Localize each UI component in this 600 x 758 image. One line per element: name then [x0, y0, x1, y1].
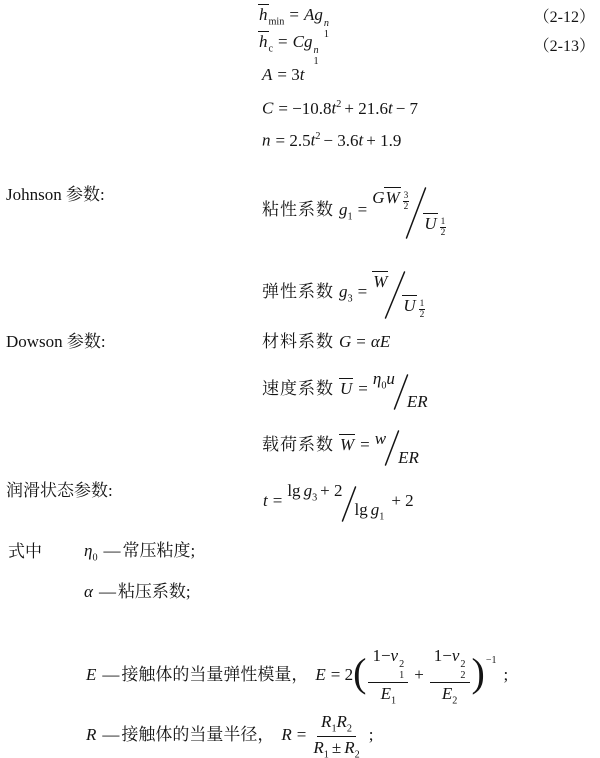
fraction-numerator	[372, 271, 388, 293]
slash-fraction	[372, 270, 425, 320]
math-token: u	[386, 369, 395, 389]
math-token: 2	[452, 695, 458, 707]
label-load-coefficient: 载荷系数	[262, 434, 334, 454]
math-token: 1	[419, 298, 425, 309]
math-token: 1	[379, 511, 385, 523]
math-token: t	[387, 98, 393, 118]
math-token: =	[357, 281, 368, 301]
fraction-numerator	[430, 646, 470, 683]
formula-load-coefficient	[262, 427, 419, 465]
math-token: 1	[440, 216, 446, 227]
math-token: 1	[323, 29, 329, 41]
label-viscosity-coefficient: 粘性系数	[262, 199, 334, 219]
label-material-coefficient: 材料系数	[262, 332, 334, 351]
math-token: G	[339, 332, 352, 351]
math-token: = 3	[277, 65, 300, 84]
math-token: 2	[460, 658, 466, 670]
math-token: =	[358, 378, 368, 398]
math-token: 1	[331, 723, 337, 735]
math-token: η	[372, 369, 382, 389]
slash-fraction	[372, 186, 446, 240]
math-token: g	[370, 500, 380, 520]
math-token: E	[380, 684, 391, 704]
math-token: E	[86, 664, 97, 684]
math-token: 2	[346, 723, 353, 735]
math-token: A	[303, 5, 315, 24]
definition-text: 接触体的当量半径，	[121, 724, 275, 744]
math-token: g	[314, 5, 323, 24]
formula-material-coefficient	[262, 331, 390, 353]
math-token: 0	[92, 552, 98, 564]
formula-speed-coefficient	[262, 371, 428, 409]
label-dowson-parameters	[6, 331, 106, 353]
math-token: −1	[485, 654, 497, 666]
math-token: C	[262, 98, 274, 118]
math-token: g	[339, 199, 348, 219]
slash-fraction	[375, 429, 419, 467]
math-token: 1	[399, 670, 405, 682]
math-token: 3	[347, 293, 353, 305]
sup-sub-stack	[313, 45, 318, 68]
formula-viscosity-coefficient	[262, 184, 446, 238]
math-token: R	[281, 724, 292, 744]
math-token: 2	[460, 670, 466, 682]
equation-number-2-13: （2-13）	[533, 38, 595, 55]
equation-A	[262, 64, 304, 86]
math-token: 1	[313, 56, 319, 68]
math-token: α	[370, 332, 380, 351]
math-token: t	[310, 130, 316, 150]
math-token: g	[303, 481, 313, 501]
math-token: t	[331, 98, 337, 118]
math-token: 2	[440, 228, 446, 239]
label-text: Johnson 参数:	[6, 185, 105, 204]
math-token: lg	[354, 500, 368, 520]
label-text: 式中	[8, 542, 42, 561]
fraction-denominator	[402, 295, 425, 321]
fraction-numerator	[287, 480, 342, 509]
definition-dash: —	[98, 582, 116, 601]
math-token: + 21.6	[344, 98, 388, 118]
formula-elasticity-coefficient	[262, 268, 425, 321]
fraction-denominator	[381, 683, 396, 707]
stacked-fraction	[430, 646, 470, 708]
definition-R	[86, 711, 373, 758]
equation-n	[262, 126, 401, 152]
equation-number-2-12: （2-12）	[533, 9, 595, 26]
equation-hc	[258, 31, 319, 67]
big-paren-close: )	[471, 649, 485, 695]
math-token: 1	[323, 749, 329, 758]
math-token: C	[292, 32, 304, 51]
math-token: 0	[381, 380, 387, 392]
math-token: ν	[451, 646, 460, 665]
definition-alpha	[84, 581, 191, 603]
math-token: t	[263, 490, 268, 510]
math-token: n	[262, 130, 271, 150]
math-token: n	[313, 44, 319, 56]
math-token: E	[441, 684, 453, 704]
definition-text: 粘压系数;	[117, 582, 191, 601]
definition-dash: —	[102, 724, 120, 744]
math-token: E	[315, 664, 326, 684]
math-token: R	[336, 712, 347, 731]
math-token: A	[262, 65, 273, 84]
definition-dash: —	[102, 664, 120, 684]
label-lubrication-state-parameter	[6, 480, 113, 502]
math-token: ;	[503, 664, 509, 684]
math-token: − 3.6	[323, 130, 359, 150]
exponent-fraction	[440, 217, 447, 239]
math-token: = −10.8	[278, 98, 332, 118]
math-token: 2	[315, 131, 321, 142]
definition-E	[86, 645, 508, 707]
math-token: 1−	[433, 646, 452, 665]
definition-text: 接触体的当量弹性模量，	[121, 664, 309, 684]
big-paren-open: (	[353, 649, 367, 695]
math-token: U	[340, 378, 353, 398]
math-token: 2	[336, 99, 342, 110]
math-token: ;	[368, 724, 374, 744]
definition-eta	[84, 540, 195, 569]
stacked-fraction	[368, 646, 408, 708]
math-token: = 2	[330, 664, 354, 684]
math-token: 3	[312, 492, 318, 504]
math-token: g	[303, 32, 313, 51]
fraction-numerator: w	[374, 429, 387, 448]
exponent-fraction	[419, 299, 426, 321]
math-token: c	[268, 43, 274, 55]
math-token: E	[379, 332, 391, 351]
definition-text: 常压粘度;	[122, 541, 196, 560]
exponent-fraction	[403, 191, 410, 213]
label-johnson-parameters	[6, 184, 105, 206]
stacked-fraction	[313, 712, 359, 758]
label-speed-coefficient: 速度系数	[262, 378, 334, 398]
math-token: R	[313, 738, 324, 758]
definition-dash: —	[103, 541, 121, 560]
math-token: α	[84, 582, 93, 601]
math-token: t	[299, 65, 305, 84]
fraction-denominator: ER	[398, 448, 419, 467]
math-token: U	[403, 296, 416, 316]
math-token: U	[424, 214, 437, 234]
math-token: =	[296, 724, 307, 744]
sup-sub-stack	[324, 18, 329, 41]
math-token: g	[339, 281, 348, 301]
math-token: W	[373, 272, 388, 291]
equation-C	[262, 94, 418, 120]
fraction-denominator	[442, 683, 457, 707]
label-text: Dowson 参数:	[6, 332, 106, 351]
math-token: R	[86, 724, 97, 744]
label-where	[8, 541, 42, 563]
math-token: n	[323, 17, 329, 29]
math-token: R	[321, 712, 332, 731]
math-token: 2	[403, 202, 409, 213]
math-token: η	[84, 541, 93, 560]
math-token: G	[372, 188, 385, 208]
math-token: =	[360, 434, 370, 454]
math-token: t	[358, 130, 364, 150]
math-token: W	[385, 188, 400, 208]
sup-sub-stack	[460, 659, 465, 682]
math-token: =	[356, 332, 366, 351]
math-token: ±	[331, 738, 342, 758]
math-token: =	[272, 490, 283, 510]
math-token: =	[278, 32, 288, 51]
fraction-denominator	[423, 213, 446, 239]
math-token: + 2	[391, 490, 414, 510]
slash-fraction	[287, 481, 385, 523]
fraction-numerator	[373, 368, 395, 397]
formula-t-parameter	[263, 483, 414, 521]
math-token: = 2.5	[275, 130, 311, 150]
math-token: 2	[419, 310, 425, 321]
label-text: 润滑状态参数:	[6, 481, 113, 500]
math-token: min	[268, 16, 285, 28]
math-token: 1	[347, 211, 353, 223]
math-token: W	[340, 434, 355, 454]
fraction-numerator	[317, 712, 356, 737]
fraction-denominator: ER	[406, 392, 428, 411]
math-token: 1	[390, 695, 397, 707]
math-token: + 1.9	[366, 130, 402, 150]
label-elasticity-coefficient: 弹性系数	[262, 281, 334, 301]
fraction-denominator	[355, 499, 385, 528]
slash-fraction	[372, 369, 428, 411]
math-token: lg	[287, 481, 301, 501]
sup-sub-stack	[399, 659, 404, 682]
math-token: − 7	[395, 98, 419, 118]
math-token: R	[344, 738, 355, 758]
math-token: h	[259, 5, 268, 24]
math-token: 2	[354, 749, 360, 758]
math-token: + 2	[320, 481, 343, 501]
math-token: +	[414, 664, 424, 684]
fraction-denominator	[313, 737, 359, 758]
math-token: =	[289, 5, 299, 24]
math-token: ν	[390, 646, 399, 665]
fraction-numerator	[368, 646, 408, 683]
math-token: 2	[399, 658, 405, 670]
math-token: =	[357, 199, 368, 219]
math-token: 1−	[372, 646, 391, 665]
fraction-numerator	[372, 187, 409, 213]
math-token: h	[259, 32, 268, 51]
math-token: 3	[403, 190, 409, 201]
